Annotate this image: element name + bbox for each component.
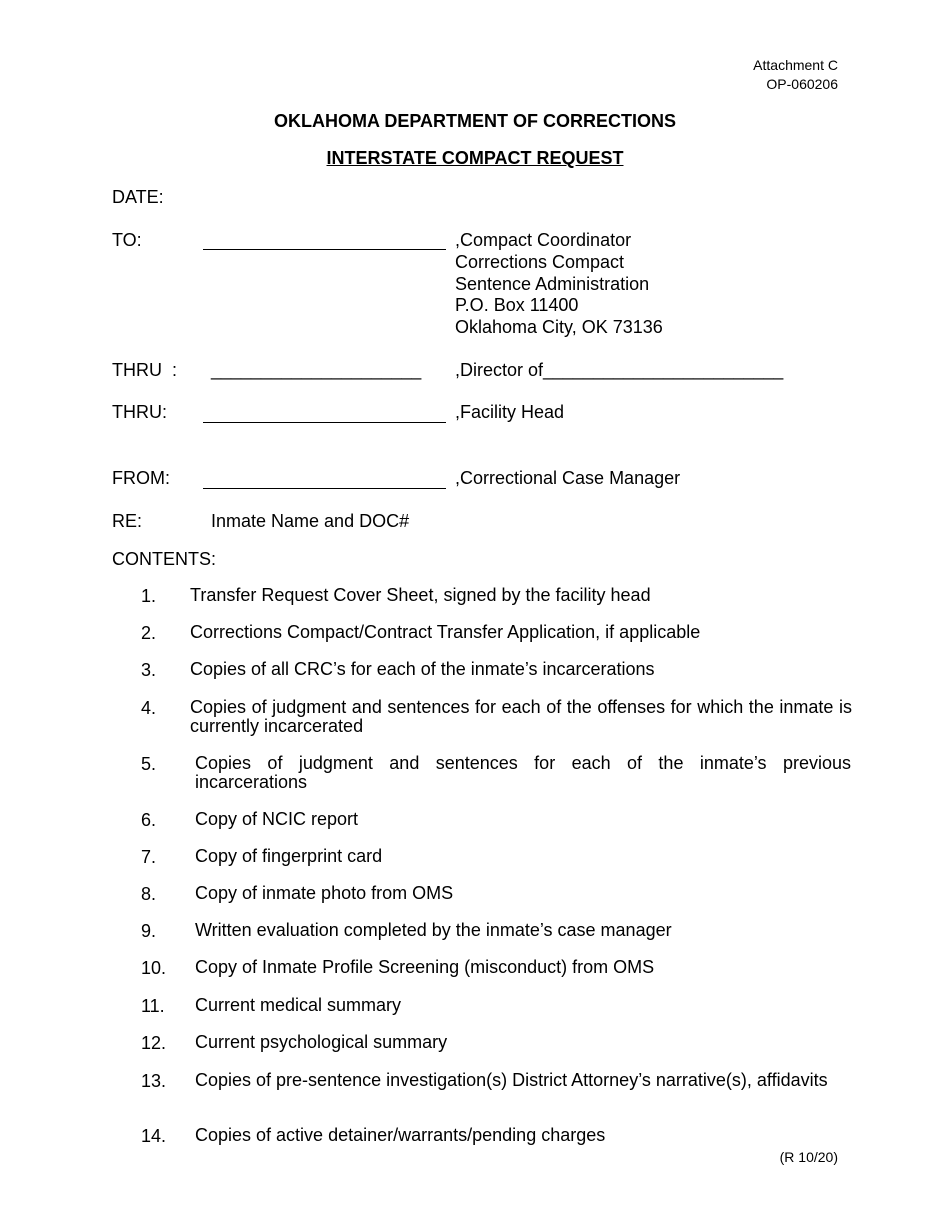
thru-director-blank[interactable]: _____________________ — [211, 360, 422, 380]
from-title: ,Correctional Case Manager — [455, 468, 681, 488]
list-item-text: Copies of active detainer/warrants/pending charges — [195, 1125, 606, 1145]
list-item-number: 8. — [141, 884, 157, 904]
thru-director-label: THRU : — [112, 360, 177, 380]
list-item-text: Copies of pre-sentence investigation(s) District Attorney’s narrative(s), affidavits — [195, 1070, 828, 1090]
list-item-number: 7. — [141, 847, 157, 867]
list-item-text: Current medical summary — [195, 995, 402, 1015]
list-item-number: 2. — [141, 623, 157, 643]
list-item-text: Copy of fingerprint card — [195, 846, 383, 866]
list-item-number: 5. — [141, 754, 157, 774]
list-item-text: Copy of Inmate Profile Screening (misconduct) from OMS — [195, 957, 655, 977]
list-item-text: Transfer Request Cover Sheet, signed by the facility head — [190, 585, 651, 605]
list-item-number: 4. — [141, 698, 157, 718]
thru-facility-title: ,Facility Head — [455, 402, 565, 422]
re-label: RE: — [112, 511, 143, 531]
list-item-text: Corrections Compact/Contract Transfer Application, if applicable — [190, 622, 701, 642]
to-address-line-1: Corrections Compact — [455, 252, 625, 272]
to-address-line-3: P.O. Box 11400 — [455, 295, 579, 315]
list-item-text: Copies of all CRC’s for each of the inmate’s incarcerations — [190, 659, 655, 679]
re-value: Inmate Name and DOC# — [211, 511, 410, 531]
list-item-number: 1. — [141, 586, 157, 606]
to-title: ,Compact Coordinator — [455, 230, 632, 250]
attachment-label: Attachment C — [753, 57, 838, 73]
policy-number: OP-060206 — [766, 76, 838, 92]
list-item-number: 6. — [141, 810, 157, 830]
list-item-number: 14. — [141, 1126, 167, 1146]
list-item-text: Copies of judgment and sentences for each of the inmate’s previous incarcerations — [195, 753, 851, 792]
to-label: TO: — [112, 230, 142, 250]
list-item-number: 9. — [141, 921, 157, 941]
list-item-number: 3. — [141, 660, 157, 680]
thru-director-title[interactable]: ,Director of________________________ — [455, 360, 784, 380]
from-label: FROM: — [112, 468, 170, 488]
to-address-line-4: Oklahoma City, OK 73136 — [455, 317, 663, 337]
contents-label: CONTENTS: — [112, 549, 217, 569]
department-title: OKLAHOMA DEPARTMENT OF CORRECTIONS — [274, 111, 676, 131]
list-item-text: Copies of judgment and sentences for each of the offenses for which the inmate is currently incarcerated — [190, 697, 852, 736]
form-title: INTERSTATE COMPACT REQUEST — [326, 148, 624, 168]
revision-label: (R 10/20) — [779, 1149, 838, 1165]
to-address-line-2: Sentence Administration — [455, 274, 650, 294]
list-item-number: 12. — [141, 1033, 167, 1053]
list-item-text: Copy of inmate photo from OMS — [195, 883, 454, 903]
list-item-text: Written evaluation completed by the inmate’s case manager — [195, 920, 672, 940]
list-item-number: 13. — [141, 1071, 167, 1091]
list-item-text: Current psychological summary — [195, 1032, 448, 1052]
list-item-text: Copy of NCIC report — [195, 809, 359, 829]
thru-facility-label: THRU: — [112, 402, 167, 422]
date-label: DATE: — [112, 187, 164, 207]
list-item-number: 10. — [141, 958, 167, 978]
to-blank-line[interactable] — [203, 249, 446, 250]
list-item-number: 11. — [141, 996, 165, 1016]
from-blank-line[interactable] — [203, 488, 446, 489]
thru-facility-blank-line[interactable] — [203, 422, 446, 423]
